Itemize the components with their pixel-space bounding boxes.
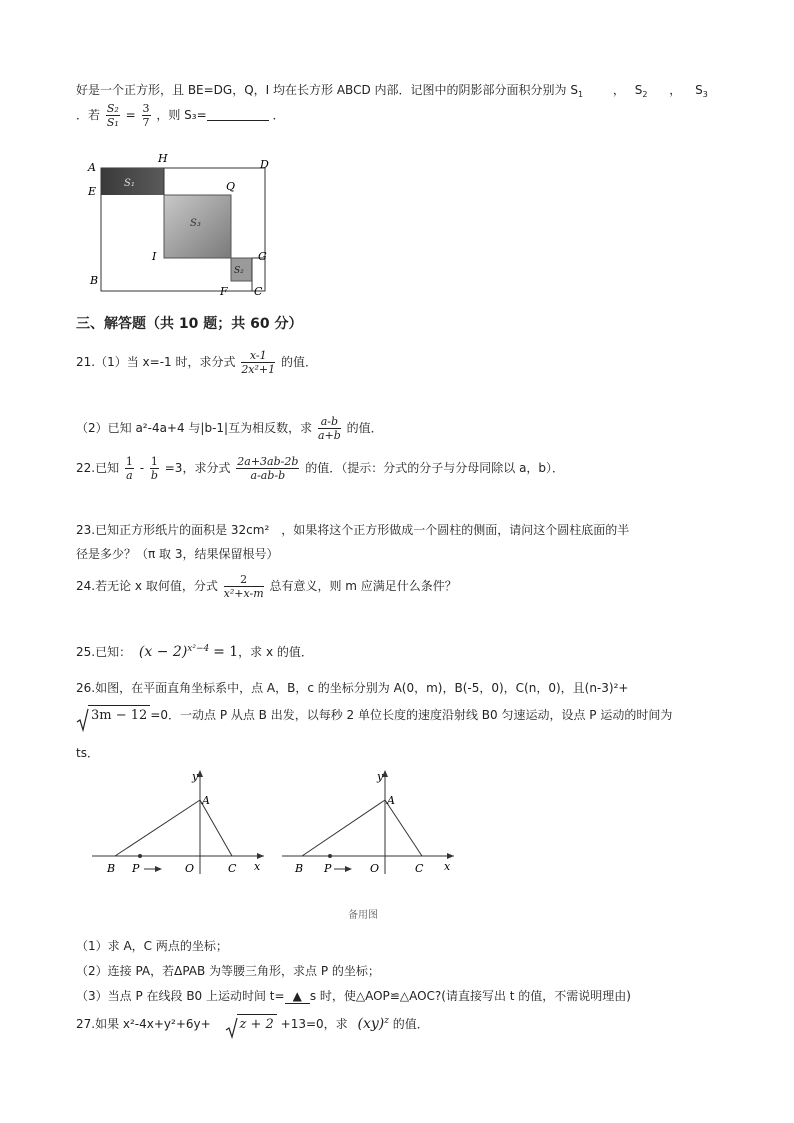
q21-part1: 21.（1）当 x=-1 时，求分式 $\frac{x-1}{\text{2x²+1}}$ 的值．	[76, 349, 317, 376]
label-s1: S₁	[124, 178, 135, 189]
label-s2: S₂	[234, 266, 244, 276]
q26-line-3: ts．	[76, 746, 99, 760]
label-b: B	[90, 274, 99, 287]
ratio-value: $\frac{3}{7}$	[142, 102, 150, 129]
intro-line-1: 好是一个正方形，且 BE=DG，Q，I 均在长方形 ABCD 内部．记图中的阴影部分面积分别为 $S_1$ ， $S_2$ ， $S_3$	[76, 83, 708, 99]
label-e: E	[88, 185, 97, 198]
q25: 25.已知： $(x - 2)^{x^2-4} = 1$，求 x 的值．	[76, 644, 313, 660]
section-title: 三、解答题（共 10 题；共 60 分）	[76, 316, 303, 332]
svg-text:y: y	[192, 770, 199, 783]
svg-text:B: B	[107, 862, 116, 875]
svg-text:B: B	[295, 862, 304, 875]
q26-sub-1: （1）求 A，C 两点的坐标；	[76, 939, 228, 953]
coordinate-figure	[92, 768, 272, 878]
q22: 22.已知 $\frac{1}{a}$ - $\frac{1}{b}$ =3，求分式 $\frac{2a+3ab-2b}{a-ab-b}$ 的值．（提示：分式的分子与分母同除以 a，b）．	[76, 455, 565, 482]
intro-line-2: ．若 $\frac{\text{S₂}}{\text{S₁}}$ = $\frac{3}{7}$ ，则 S₃= ．	[76, 102, 285, 129]
label-q: Q	[226, 180, 236, 193]
label-a: A	[88, 161, 96, 174]
spare-figure-caption: 备用图	[348, 910, 378, 921]
svg-text:O: O	[185, 862, 195, 875]
q23-line-2: 径是多少？（π 取 3，结果保留根号）	[76, 547, 279, 561]
sqrt-radical: 3m − 12	[76, 708, 150, 723]
label-d: D	[260, 158, 269, 171]
q23-line-1: 23.已知正方形纸片的面积是 32cm² ，如果将这个正方形做成一个圆柱的侧面，请问这个圆柱底面的半	[76, 523, 630, 537]
ratio-fraction: $\frac{\text{S₂}}{\text{S₁}}$	[106, 102, 119, 129]
svg-text:C: C	[228, 862, 237, 875]
svg-text:A: A	[387, 794, 395, 807]
label-i: I	[152, 250, 157, 263]
q27: 27.如果 x²-4x+y²+6y+ z + 2 +13=0，求 (xy)$^z$ 的值．	[76, 1015, 429, 1032]
q26-sub-3: （3）当点 P 在线段 B0 上运动时间 t= ▲ s 时，使△AOP≌△AOC?(请直接写出 t 的值，不需说明理由)	[76, 989, 631, 1003]
svg-text:x: x	[254, 860, 261, 873]
answer-blank-t[interactable]: ▲	[285, 989, 310, 1004]
coordinate-figure-spare	[282, 768, 462, 878]
q26-sub-2: （2）连接 PA，若ΔPAB 为等腰三角形，求点 P 的坐标；	[76, 964, 380, 978]
label-c: C	[254, 285, 263, 298]
q21-part2: （2）已知 a²-4a+4 与|b-1|互为相反数，求 $\frac{a-b}{a+b}$ 的值．	[76, 415, 383, 442]
svg-text:P: P	[324, 862, 332, 875]
svg-text:C: C	[415, 862, 424, 875]
q26-line-1: 26.如图，在平面直角坐标系中，点 A，B，c 的坐标分别为 A(0，m)，B(-5，0)，C(n，0)，且(n-3)²+	[76, 681, 629, 695]
svg-text:A: A	[202, 794, 210, 807]
q26-line-2: 3m − 12 =0．一动点 P 从点 B 出发，以每秒 2 单位长度的速度沿射线 B0 匀速运动，设点 P 运动的时间为	[76, 706, 672, 723]
q24: 24.若无论 x 取何值，分式 $\frac{2}{\text{x²+x-m}}$ 总有意义，则 m 应满足什么条件？	[76, 573, 457, 600]
svg-text:O: O	[370, 862, 380, 875]
label-s3: S₃	[190, 218, 201, 229]
svg-text:P: P	[132, 862, 140, 875]
label-h: H	[158, 152, 168, 165]
svg-text:x: x	[444, 860, 451, 873]
svg-text:y: y	[377, 770, 384, 783]
sqrt-radical-z: z + 2	[225, 1017, 277, 1032]
label-g: G	[258, 250, 267, 263]
label-f: F	[220, 285, 228, 298]
answer-blank[interactable]	[207, 108, 269, 121]
rectangle-figure	[80, 150, 280, 300]
